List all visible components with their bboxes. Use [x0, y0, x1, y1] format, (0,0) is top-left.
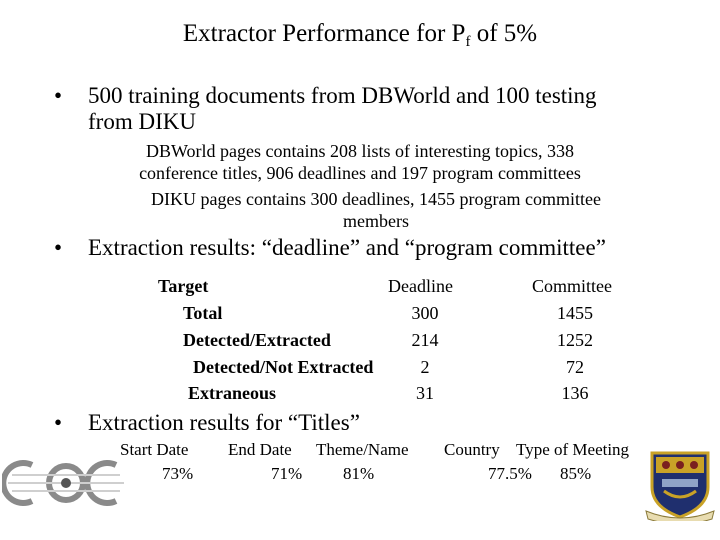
- bullet-symbol: •: [54, 235, 63, 260]
- cell-committee: 72: [566, 357, 584, 377]
- bullet-training-docs: • 500 training documents from DBWorld and 100 testing from DIKU: [54, 83, 597, 134]
- header-country: Country: [444, 440, 500, 459]
- value-end-date: 71%: [271, 464, 303, 483]
- page-title: Extractor Performance for $P_f$ of 5%: [182, 20, 538, 50]
- header-end-date: End Date: [228, 440, 292, 459]
- cell-deadline: 300: [411, 303, 439, 323]
- row-label: Detected/Not Extracted: [193, 357, 374, 377]
- row-label: Total: [183, 303, 223, 323]
- header-start-date: Start Date: [120, 440, 189, 459]
- value-start-date: 73%: [162, 464, 194, 483]
- dbworld-note: DBWorld pages contains 208 lists of interesting topics, 338 conference titles, 906 deadlines and 197 program committees: [139, 141, 581, 183]
- header-type-of-meeting: Type of Meeting: [516, 440, 630, 459]
- cell-committee: 1252: [557, 330, 593, 350]
- header-target: Target: [158, 276, 209, 296]
- cell-committee: 136: [561, 383, 589, 403]
- cell-deadline: 2: [420, 357, 430, 377]
- cell-deadline: 31: [416, 383, 434, 403]
- cell-committee: 1455: [557, 303, 593, 323]
- value-country: 77.5%: [488, 464, 532, 483]
- header-committee: Committee: [532, 276, 612, 296]
- bullet-symbol: •: [54, 83, 63, 108]
- university-crest-icon: [644, 447, 716, 521]
- row-label: Extraneous: [188, 383, 277, 403]
- header-deadline: Deadline: [388, 276, 453, 296]
- row-label: Detected/Extracted: [183, 330, 331, 350]
- cell-deadline: 214: [411, 330, 439, 350]
- diku-note: DIKU pages contains 300 deadlines, 1455 program committee members: [151, 189, 601, 231]
- bullet-symbol: •: [54, 410, 63, 435]
- value-theme-name: 81%: [343, 464, 375, 483]
- coc-logo-icon: [2, 455, 130, 511]
- value-type-of-meeting: 85%: [560, 464, 592, 483]
- header-theme-name: Theme/Name: [316, 440, 409, 459]
- bullet-extraction-results: • Extraction results: “deadline” and “program committee”: [54, 235, 606, 260]
- bullet-titles: • Extraction results for “Titles”: [54, 410, 360, 435]
